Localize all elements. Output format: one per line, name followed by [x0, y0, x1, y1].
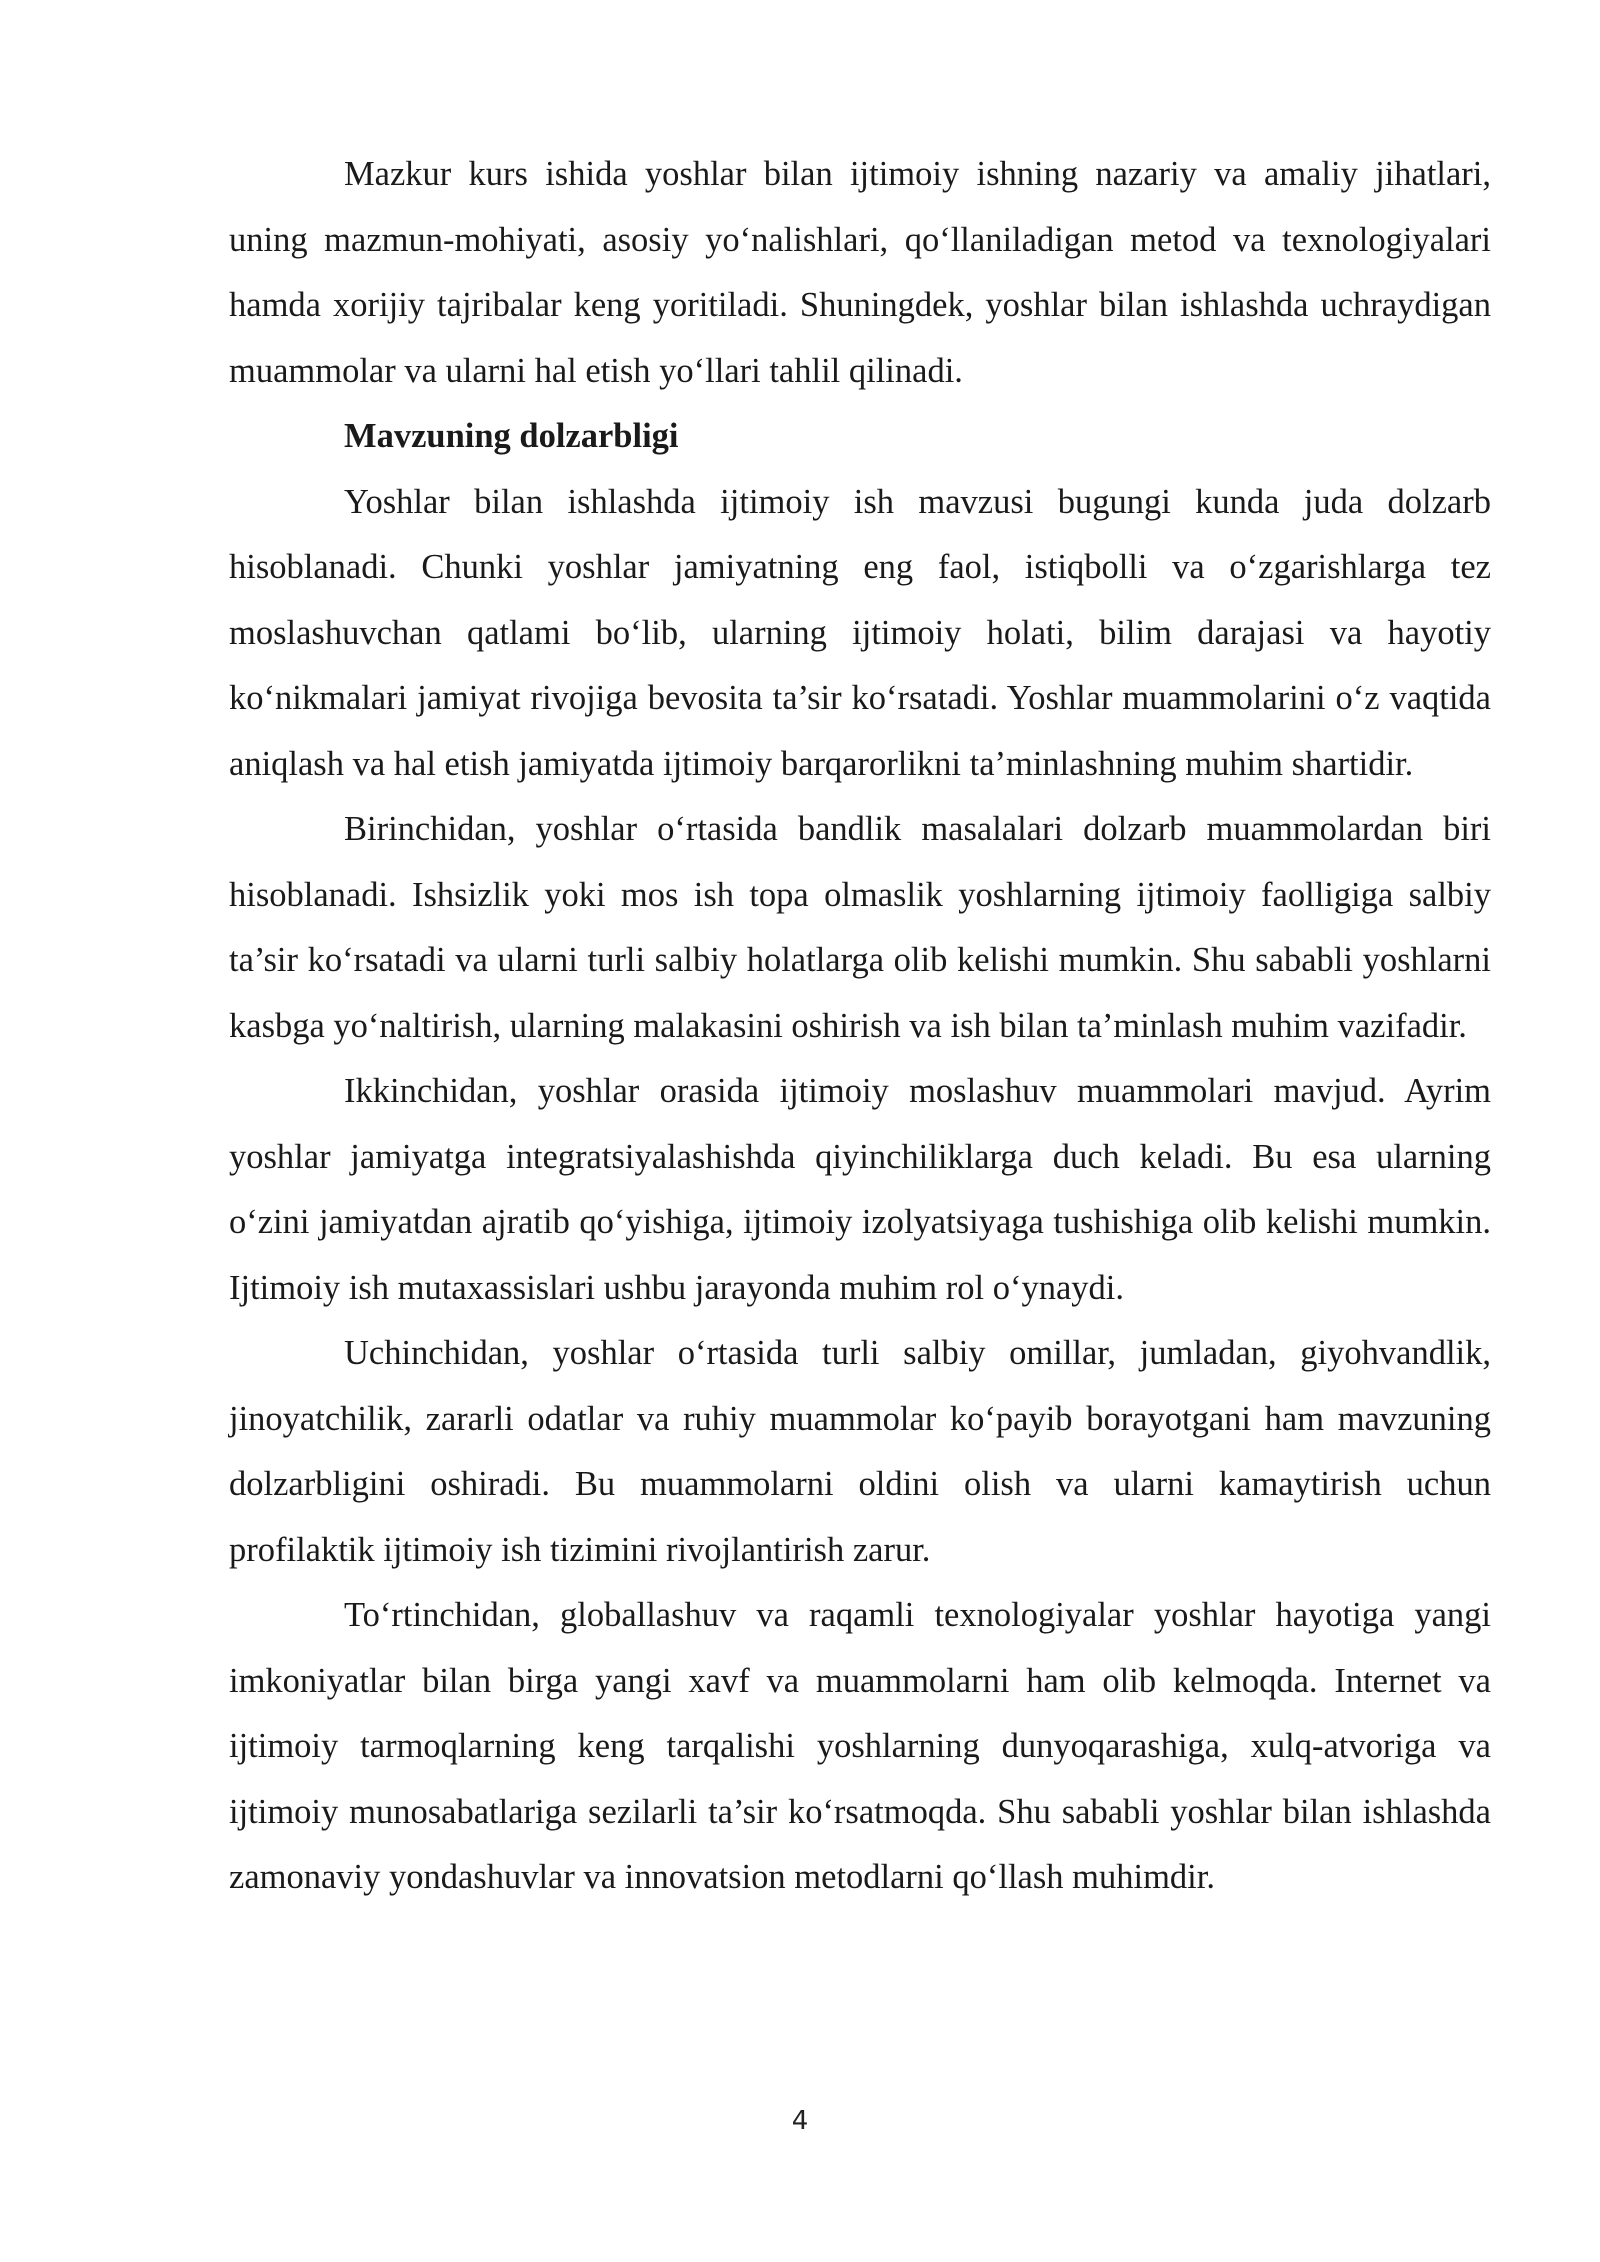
document-body: [229, 142, 1491, 1911]
paragraph-relevance: Yoshlar bilan ishlashda ijtimoiy ish mavzusi bugungi kunda juda dolzarb hisoblanadi. Chunki yoshlar jamiyatning eng faol, istiqbolli va o‘zgarishlarga tez moslashuvchan qatlami bo‘lib, ularning ijtimoiy holati, bilim darajasi va hayotiy ko‘nikmalari jamiyat rivojiga bevosita ta’sir ko‘rsatadi. Yoshlar muammolarini o‘z vaqtida aniqlash va hal etish jamiyatda ijtimoiy barqarorlikni ta’minlashning muhim shartidir.: [229, 482, 1491, 783]
paragraph-intro: Mazkur kurs ishida yoshlar bilan ijtimoiy ishning nazariy va amaliy jihatlari, uning mazmun-mohiyati, asosiy yo‘nalishlari, qo‘llaniladigan metod va texnologiyalari hamda xorijiy tajribalar keng yoritiladi. Shuningdek, yoshlar bilan ishlashda uchraydigan muammolar va ularni hal etish yo‘llari tahlil qilinadi.: [229, 155, 1491, 390]
paragraph-first: Birinchidan, yoshlar o‘rtasida bandlik masalalari dolzarb muammolardan biri hisoblanadi. Ishsizlik yoki mos ish topa olmaslik yoshlarning ijtimoiy faolligiga salbiy ta’sir ko‘rsatadi va ularni turli salbiy holatlarga olib kelishi mumkin. Shu sababli yoshlarni kasbga yo‘naltirish, ularning malakasini oshirish va ish bilan ta’minlash muhim vazifadir.: [229, 810, 1491, 1045]
page-number: 4: [791, 2106, 809, 2136]
paragraph-fourth: To‘rtinchidan, globallashuv va raqamli texnologiyalar yoshlar hayotiga yangi imkoniyatlar bilan birga yangi xavf va muammolarni ham olib kelmoqda. Internet va ijtimoiy tarmoqlarning keng tarqalishi yoshlarning dunyoqarashiga, xulq-atvoriga va ijtimoiy munosabatlariga sezilarli ta’sir ko‘rsatmoqda. Shu sababli yoshlar bilan ishlashda zamonaviy yondashuvlar va innovatsion metodlarni qo‘llash muhimdir.: [229, 1596, 1491, 1896]
section-heading: Mavzuning dolzarbligi: [344, 417, 679, 455]
paragraph-second: Ikkinchidan, yoshlar orasida ijtimoiy moslashuv muammolari mavjud. Ayrim yoshlar jamiyatga integratsiyalashishda qiyinchiliklarga duch keladi. Bu esa ularning o‘zini jamiyatdan ajratib qo‘yishiga, ijtimoiy izolyatsiyaga tushishiga olib kelishi mumkin. Ijtimoiy ish mutaxassislari ushbu jarayonda muhim rol o‘ynaydi.: [229, 1072, 1491, 1307]
paragraph-third: Uchinchidan, yoshlar o‘rtasida turli salbiy omillar, jumladan, giyohvandlik, jinoyatchilik, zararli odatlar va ruhiy muammolar ko‘payib borayotgani ham mavzuning dolzarbligini oshiradi. Bu muammolarni oldini olish va ularni kamaytirish uchun profilaktik ijtimoiy ish tizimini rivojlantirish zarur.: [229, 1334, 1491, 1569]
